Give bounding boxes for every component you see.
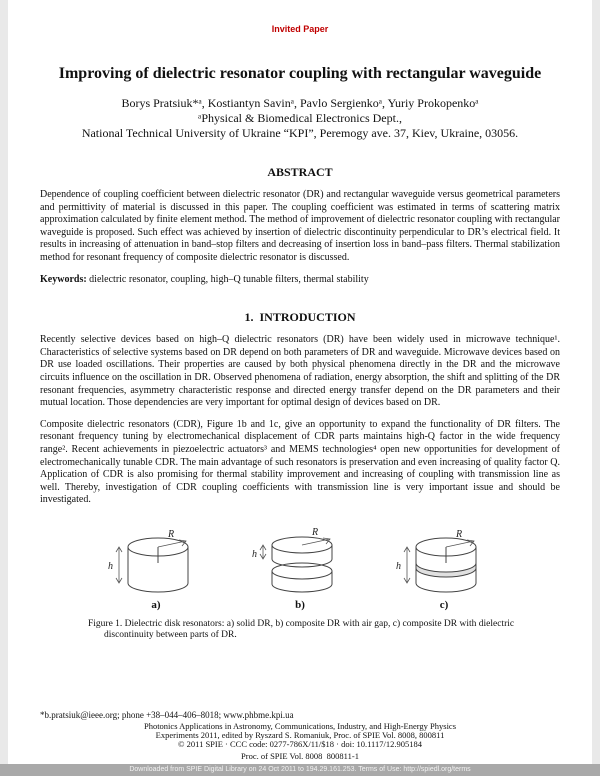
dim-h-label: h <box>108 560 113 572</box>
page-number: Proc. of SPIE Vol. 8008 800811-1 <box>241 751 359 761</box>
affiliation-line-2: National Technical University of Ukraine “KPI”, Peremogy ave. 37, Kiev, Ukraine, 03056. <box>81 126 519 140</box>
paper-page <box>8 0 592 776</box>
figure-1a-label: a) <box>151 598 161 611</box>
section-1-heading: 1. INTRODUCTION <box>244 310 356 325</box>
dim-h-label: h <box>396 560 401 572</box>
dim-r-label: R <box>312 526 319 538</box>
solid-dr-diagram-icon <box>106 521 206 597</box>
figure-1 <box>40 521 560 611</box>
abstract-heading: ABSTRACT <box>267 165 333 179</box>
intro-paragraph-2: Composite dielectric resonators (CDR), Figure 1b and 1c, give an opportunity to expand the functionality of DR filters. The resonant frequency tuning by electromechanical displacement of CDR parts maintains high-Q factor in the wide frequency range². Recent achievements in piezoelectric actuators³ and MEMS technologies⁴ open new opportunities for development of electromechanically tunable CDR. The main advantage of such resonators is preservation and even increasing of quality factor Q. Application of CDR is also promising for thermal stability improvement and increasing of coupling with transmission line as well. Thereby, investigation of CDR coupling coefficients with transmission line is very important issue and should be investigated. <box>40 418 560 506</box>
paper-content <box>8 24 592 642</box>
keywords-label: Keywords: <box>40 273 87 285</box>
dim-r-label: R <box>168 528 175 540</box>
composite-dr-air-gap-diagram-icon <box>250 521 350 597</box>
affiliation-line-1: ᵃPhysical & Biomedical Electronics Dept., <box>198 111 402 125</box>
figure-1b-label: b) <box>295 598 305 611</box>
corresponding-author-footnote: *b.pratsiuk@ieee.org; phone +38–044–406–8018; www.phbme.kpi.ua <box>40 710 294 720</box>
keywords-line <box>40 274 560 287</box>
abstract-text: Dependence of coupling coefficient between dielectric resonator (DR) and rectangular waveguide versus geometrical parameters and permittivity of material is discussed in this paper. The coupling coefficient was estimated in terms of scattering matrix approximation calculated by finite element method. The method of improvement of dielectric resonator coupling with rectangular waveguide is proposed. Such effect was achieved by insertion of dielectric discontinuity perpendicular to DR’s electrical field. It results in increasing of attenuation in band–stop filters and decreasing of insertion loss in band–pass filters. Thermal stabilization method for resonant frequency of composite dielectric resonator is discussed. <box>40 189 560 263</box>
footer-line-3: © 2011 SPIE · CCC code: 0277-786X/11/$18 · doi: 10.1117/12.905184 <box>178 739 422 749</box>
publication-footer <box>8 722 592 749</box>
invited-paper-label: Invited Paper <box>271 24 329 34</box>
figure-1c-composite-dr-discontinuity <box>394 521 494 611</box>
footer-line-2: Experiments 2011, edited by Ryszard S. Romaniuk, Proc. of SPIE Vol. 8008, 800811 <box>155 730 445 740</box>
composite-dr-discontinuity-diagram-icon <box>394 521 494 597</box>
figure-1-caption: Figure 1. Dielectric disk resonators: a) solid DR, b) composite DR with air gap, c) composite DR with dielectric discontinuity between parts of DR. <box>88 618 515 641</box>
paper-title: Improving of dielectric resonator coupling with rectangular waveguide <box>58 65 542 82</box>
footer-line-1: Photonics Applications in Astronomy, Communications, Industry, and High-Energy Physics <box>143 721 457 731</box>
dim-h-label: h <box>252 548 257 560</box>
figure-1a-solid-dr <box>106 521 206 611</box>
download-notice-bar: Downloaded from SPIE Digital Library on 24 Oct 2011 to 194.29.161.253. Terms of Use: http://spiedl.org/terms <box>0 764 600 776</box>
figure-1c-label: c) <box>439 598 449 611</box>
keywords-text: dielectric resonator, coupling, high–Q tunable filters, thermal stability <box>86 273 369 285</box>
intro-paragraph-1: Recently selective devices based on high–Q dielectric resonators (DR) have been widely used in microwave technique¹. Characteristics of selective systems based on DR depend on both parameters of DR and waveguide. Microwave devices based on DR use loaded oscillations. Their properties are caused by both physical phenomena directly in the DR and the microwave circuits influence on the oscillation in DR. Observed phenomena of radiation, energy absorption, the shift and splitting of the DR resonant frequencies, asymmetry characteristic response and directed energy transfer depend on the DR parameters and their mutual location. Those dependencies are very important for optimal design of devices based on DR. <box>40 334 560 409</box>
dim-r-label: R <box>456 528 463 540</box>
figure-1b-composite-dr-air-gap <box>250 521 350 611</box>
authors-line: Borys Pratsiuk*ᵃ, Kostiantyn Savinᵃ, Pavlo Sergienkoᵃ, Yuriy Prokopenkoᵃ <box>121 96 479 110</box>
